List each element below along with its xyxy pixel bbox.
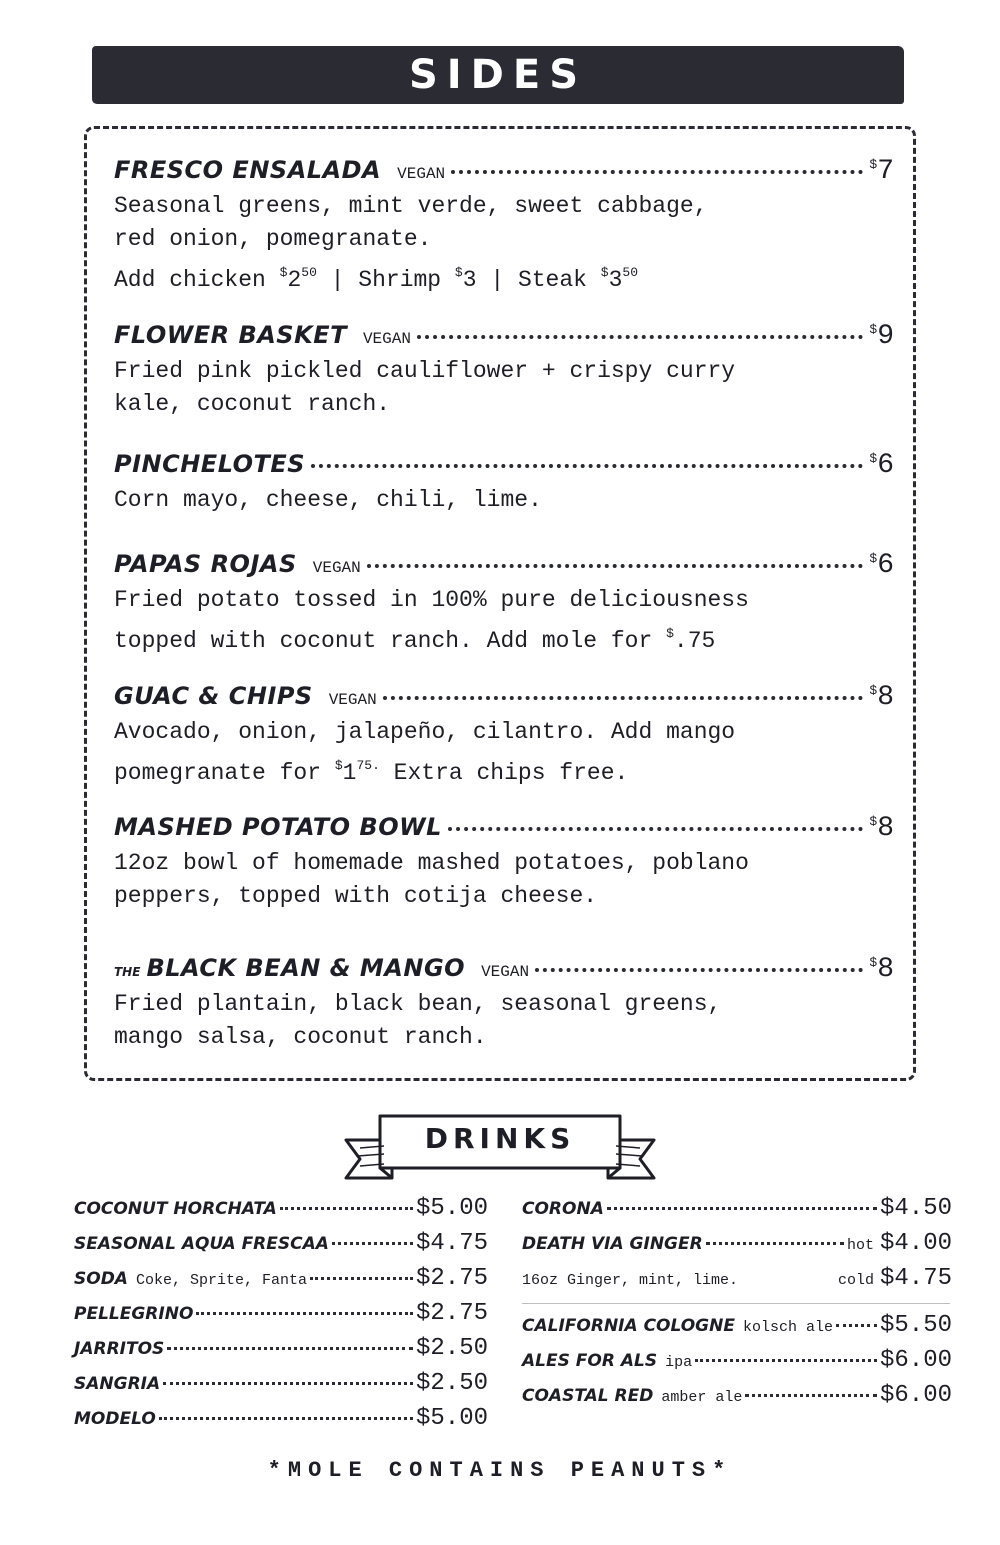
allergy-notice: *MOLE CONTAINS PEANUTS*: [267, 1458, 733, 1483]
menu-item-papas-rojas: [114, 550, 894, 658]
drink-row: SODA Coke, Sprite, Fanta $2.75: [74, 1265, 488, 1292]
item-description-line: pomegranate for $^{\$}1^{75.}$ Extra chips free.: [114, 758, 629, 786]
item-name: MASHED POTATO BOWL: [114, 813, 442, 841]
leader-dots: [367, 564, 864, 568]
drink-row: MODELO $5.00: [74, 1405, 488, 1432]
drink-row: SANGRIA $2.50: [74, 1370, 488, 1397]
drink-row: SEASONAL AQUA FRESCAA $4.75: [74, 1230, 488, 1257]
item-name-prefix: THE: [114, 965, 141, 979]
sides-title: SIDES: [408, 52, 588, 98]
item-name: PAPAS ROJAS: [114, 550, 297, 578]
menu-item-flower-basket: [114, 321, 894, 421]
item-description-line: Avocado, onion, jalapeño, cilantro. Add mango: [114, 719, 736, 745]
drink-row: 16oz Ginger, mint, lime. cold $4.75: [522, 1265, 952, 1292]
drinks-right-column: [522, 1195, 952, 1300]
item-name: THE BLACK BEAN & MANGO: [114, 954, 466, 982]
vegan-tag: VEGAN: [397, 165, 446, 183]
drink-row: ALES FOR ALS ipa $6.00: [522, 1347, 952, 1374]
drinks-title: DRINKS: [424, 1121, 576, 1155]
item-description-line: Fried pink pickled cauliflower + crispy curry: [114, 358, 736, 384]
drink-row: COCONUT HORCHATA $5.00: [74, 1195, 488, 1222]
item-description-line: mango salsa, coconut ranch.: [114, 1024, 487, 1050]
leader-dots: [451, 170, 863, 174]
drink-row: CORONA $4.50: [522, 1195, 952, 1222]
menu-item-black-bean-mango: [114, 954, 894, 1054]
vegan-tag: VEGAN: [362, 330, 411, 348]
item-price: $8: [869, 813, 894, 844]
leader-dots: [311, 464, 863, 468]
item-name: PINCHELOTES: [114, 450, 306, 478]
item-description-line: Fried potato tossed in 100% pure deliciousness: [114, 587, 749, 613]
divider: [522, 1303, 950, 1304]
drinks-beer-list: [522, 1312, 952, 1417]
item-price: $7: [869, 156, 894, 187]
drink-row: CALIFORNIA COLOGNE kolsch ale $5.50: [522, 1312, 952, 1339]
item-name: FLOWER BASKET: [114, 321, 347, 349]
leader-dots: [417, 335, 863, 339]
vegan-tag: VEGAN: [328, 691, 377, 709]
drink-row: DEATH VIA GINGER hot $4.00: [522, 1230, 952, 1257]
item-description-line: Fried plantain, black bean, seasonal greens,: [114, 991, 722, 1017]
item-description-line: red onion, pomegranate.: [114, 226, 432, 252]
item-description-line: 12oz bowl of homemade mashed potatoes, poblano: [114, 850, 749, 876]
vegan-tag: VEGAN: [312, 559, 361, 577]
item-description-line: peppers, topped with cotija cheese.: [114, 883, 598, 909]
item-price: $6: [869, 450, 894, 481]
menu-item-fresco-ensalada: [114, 156, 894, 297]
item-description-line: topped with coconut ranch. Add mole for $.75: [114, 626, 716, 654]
drink-row: COASTAL RED amber ale $6.00: [522, 1382, 952, 1409]
item-price: $8: [869, 682, 894, 713]
drinks-left-column: [74, 1195, 488, 1440]
item-description-line: Corn mayo, cheese, chili, lime.: [114, 487, 542, 513]
item-price: $6: [869, 550, 894, 581]
menu-item-pinchelotes: [114, 450, 894, 517]
item-description-line: kale, coconut ranch.: [114, 391, 391, 417]
leader-dots: [383, 696, 864, 700]
drink-row: PELLEGRINO $2.75: [74, 1300, 488, 1327]
sides-banner: [92, 46, 904, 104]
menu-item-guac-chips: [114, 682, 894, 790]
item-addons: Add chicken $^{\$}2^{50}$ | Shrimp $3 | Steak $^{\$}3^{50}$: [114, 265, 638, 293]
menu-item-mashed-potato-bowl: [114, 813, 894, 913]
item-price: $8: [869, 954, 894, 985]
vegan-tag: VEGAN: [481, 963, 530, 981]
leader-dots: [535, 968, 863, 972]
item-name: GUAC & CHIPS: [114, 682, 313, 710]
leader-dots: [448, 827, 864, 831]
drink-row: JARRITOS $2.50: [74, 1335, 488, 1362]
item-description-line: Seasonal greens, mint verde, sweet cabbage,: [114, 193, 708, 219]
item-name: FRESCO ENSALADA: [114, 156, 382, 184]
item-price: $9: [869, 321, 894, 352]
